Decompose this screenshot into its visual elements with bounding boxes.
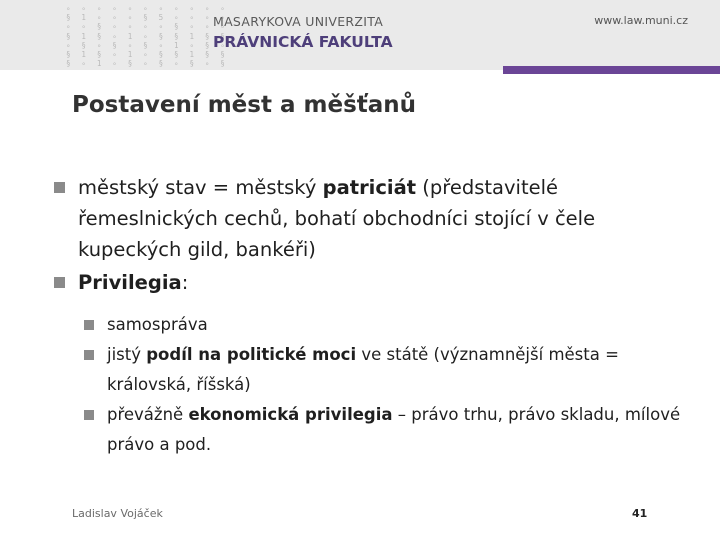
bullet-text-strong: patriciát [322,176,417,199]
subbullet-square-icon [84,410,94,420]
slide-title: Postavení měst a měšťanů [72,92,417,118]
footer-author: Ladislav Vojáček [72,507,163,520]
subbullet-text-post: ve státě (významnější města = královská, říšská) [107,345,619,394]
header-url: www.law.muni.cz [594,14,688,27]
subbullet-square-icon [84,320,94,330]
bullet-patriciate [54,172,694,265]
bullet-text-post: : [181,271,189,294]
subbullet-text-strong: ekonomická privilegia [188,405,393,424]
subbullet-self-government [84,310,694,340]
bullet-text-pre: městský stav = městský [78,176,323,199]
subbullet-economic-privileges [84,400,694,460]
subbullet-text: samospráva [107,315,208,334]
university-name: MASARYKOVA UNIVERZITA [213,14,384,29]
subbullet-text-pre: jistý [107,345,147,364]
bullet-privileges [54,267,694,298]
subbullet-text-post: – právo trhu, právo skladu, mílové právo a pod. [107,405,681,454]
logo-pattern: ∘ ∘ ∘ ∘ ∘ ∘ ∘ ∘ ∘ ∘ ∘ § 1 ∘ ∘ ∘ § 5 ∘ ∘ ∘ ∘ ∘ ∘ § ∘ ∘ ∘ ∘ § ∘ ∘ ∘ § 1 § ∘ 1 ∘ § § 1 § § ∘ § ∘ § ∘ § ∘ 1 ∘ § ∘ § 1 § ∘ 1 ∘ § § 1 § § § ∘ 1 ∘ § ∘ § ∘ § ∘ § [66,4,229,69]
subbullet-square-icon [84,350,94,360]
bullet-square-icon [54,277,65,288]
bullet-square-icon [54,182,65,193]
subbullet-list [84,310,694,460]
bullet-text-post: (představitelé řemeslnických cechů, bohatí obchodníci stojící v čele kupeckých gild, bankéři) [78,176,596,261]
subbullet-text-pre: převážně [107,405,189,424]
subbullet-political-power [84,340,694,400]
faculty-name: PRÁVNICKÁ FAKULTA [213,33,393,51]
accent-bar [503,66,720,74]
subbullet-text-strong: podíl na politické moci [146,345,357,364]
header-band [0,0,720,70]
slide-content [54,172,694,460]
page-number: 41 [632,507,648,520]
bullet-text-strong: Privilegia [78,271,182,294]
